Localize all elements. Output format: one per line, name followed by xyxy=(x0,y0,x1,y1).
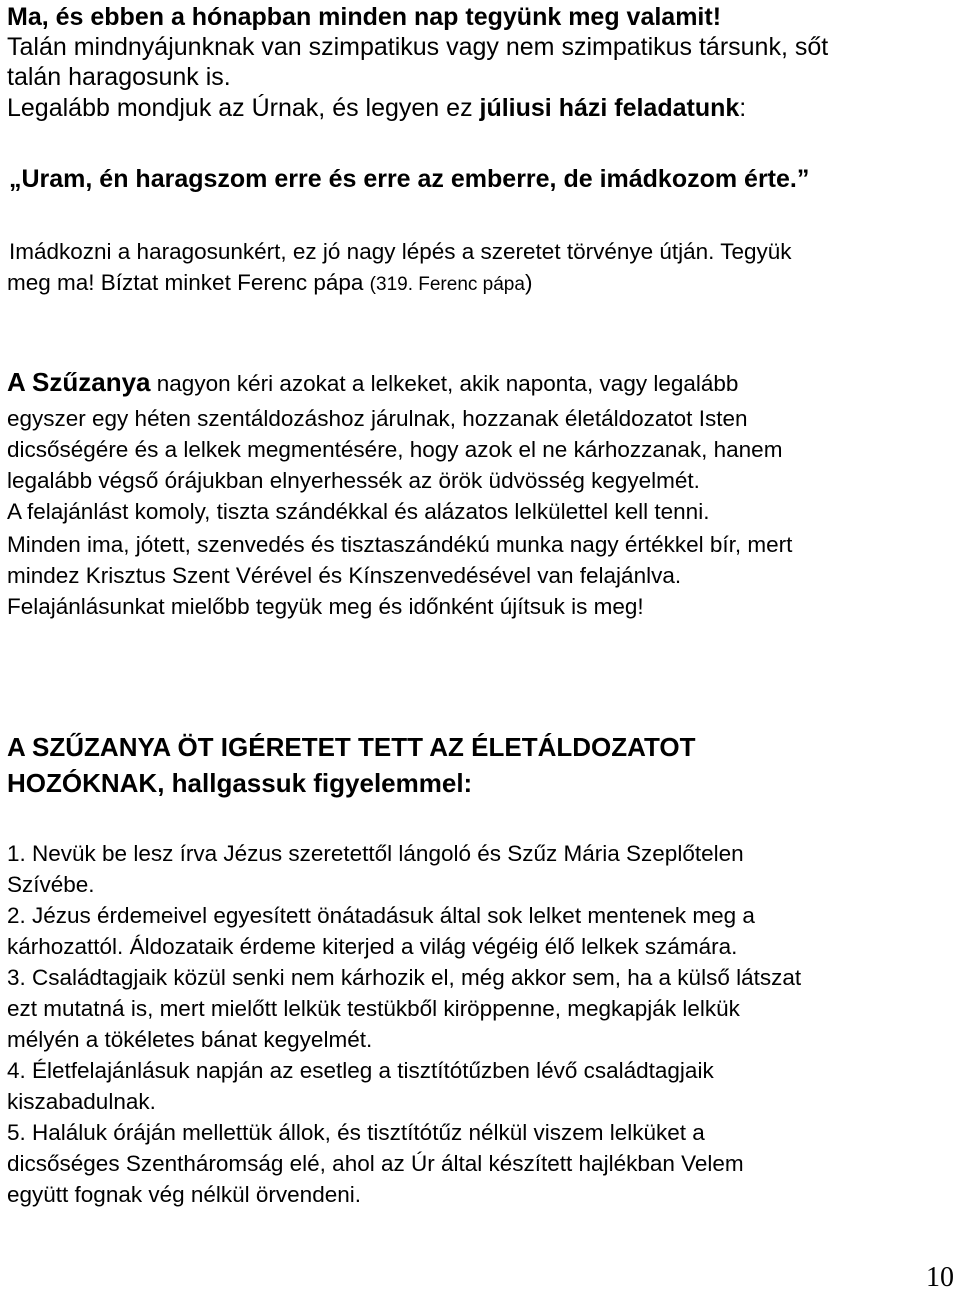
citation: (319. Ferenc pápa xyxy=(369,274,525,295)
offering-line-7: mindez Krisztus Szent Vérével és Kínszenvedésével van felajánlva. xyxy=(7,563,682,588)
intro-line-2: Talán mindnyájunknak van szimpatikus vagy nem szimpatikus társunk, sőt xyxy=(7,33,829,61)
offering-title: A Szűzanya xyxy=(7,367,151,397)
intro-line-4: Legalább mondjuk az Úrnak, és legyen ez júliusi házi feladatunk: xyxy=(7,94,747,122)
intro-line-1 xyxy=(7,2,721,32)
offering-line-8: Felajánlásunkat mielőbb tegyük meg és időnként újítsuk is meg! xyxy=(7,594,644,619)
promises-heading-line-2: HOZÓKNAK, hallgassuk figyelemmel: xyxy=(7,768,473,798)
offering-line-1: A Szűzanya nagyon kéri azokat a lelkeket, akik naponta, vagy legalább xyxy=(7,367,739,397)
offering-line-4: legalább végső órájukban elnyerhessék az örök üdvösség kegyelmét. xyxy=(7,468,700,493)
offering-line-6: Minden ima, jótett, szenvedés és tisztaszándékú munka nagy értékkel bír, mert xyxy=(7,532,793,557)
offering-line-3: dicsőségére és a lelkek megmentésére, hogy azok el ne kárhozzanak, hanem xyxy=(7,437,783,462)
exhortation-line-2: meg ma! Bíztat minket Ferenc pápa (319. Ferenc pápa) xyxy=(7,270,533,295)
offering-line-5: A felajánlást komoly, tiszta szándékkal és alázatos lelkülettel kell tenni. xyxy=(7,499,710,524)
intro-line-3: talán haragosunk is. xyxy=(7,63,231,91)
homework-label: júliusi házi feladatunk xyxy=(479,94,740,122)
page-number: 10 xyxy=(926,1262,954,1293)
promises-heading-line-1: A SZŰZANYA ÖT IGÉRETET TETT AZ ÉLETÁLDOZATOT xyxy=(7,732,696,762)
prayer-quote: „Uram, én haragszom erre és erre az emberre, de imádkozom érte.” xyxy=(9,165,810,193)
exhortation-line-1: Imádkozni a haragosunkért, ez jó nagy lépés a szeretet törvénye útján. Tegyük xyxy=(9,239,792,264)
offering-line-2: egyszer egy héten szentáldozáshoz járulnak, hozzanak életáldozatot Isten xyxy=(7,406,748,431)
intro-heading: Ma, és ebben a hónapban minden nap tegyünk meg valamit! xyxy=(7,3,722,31)
